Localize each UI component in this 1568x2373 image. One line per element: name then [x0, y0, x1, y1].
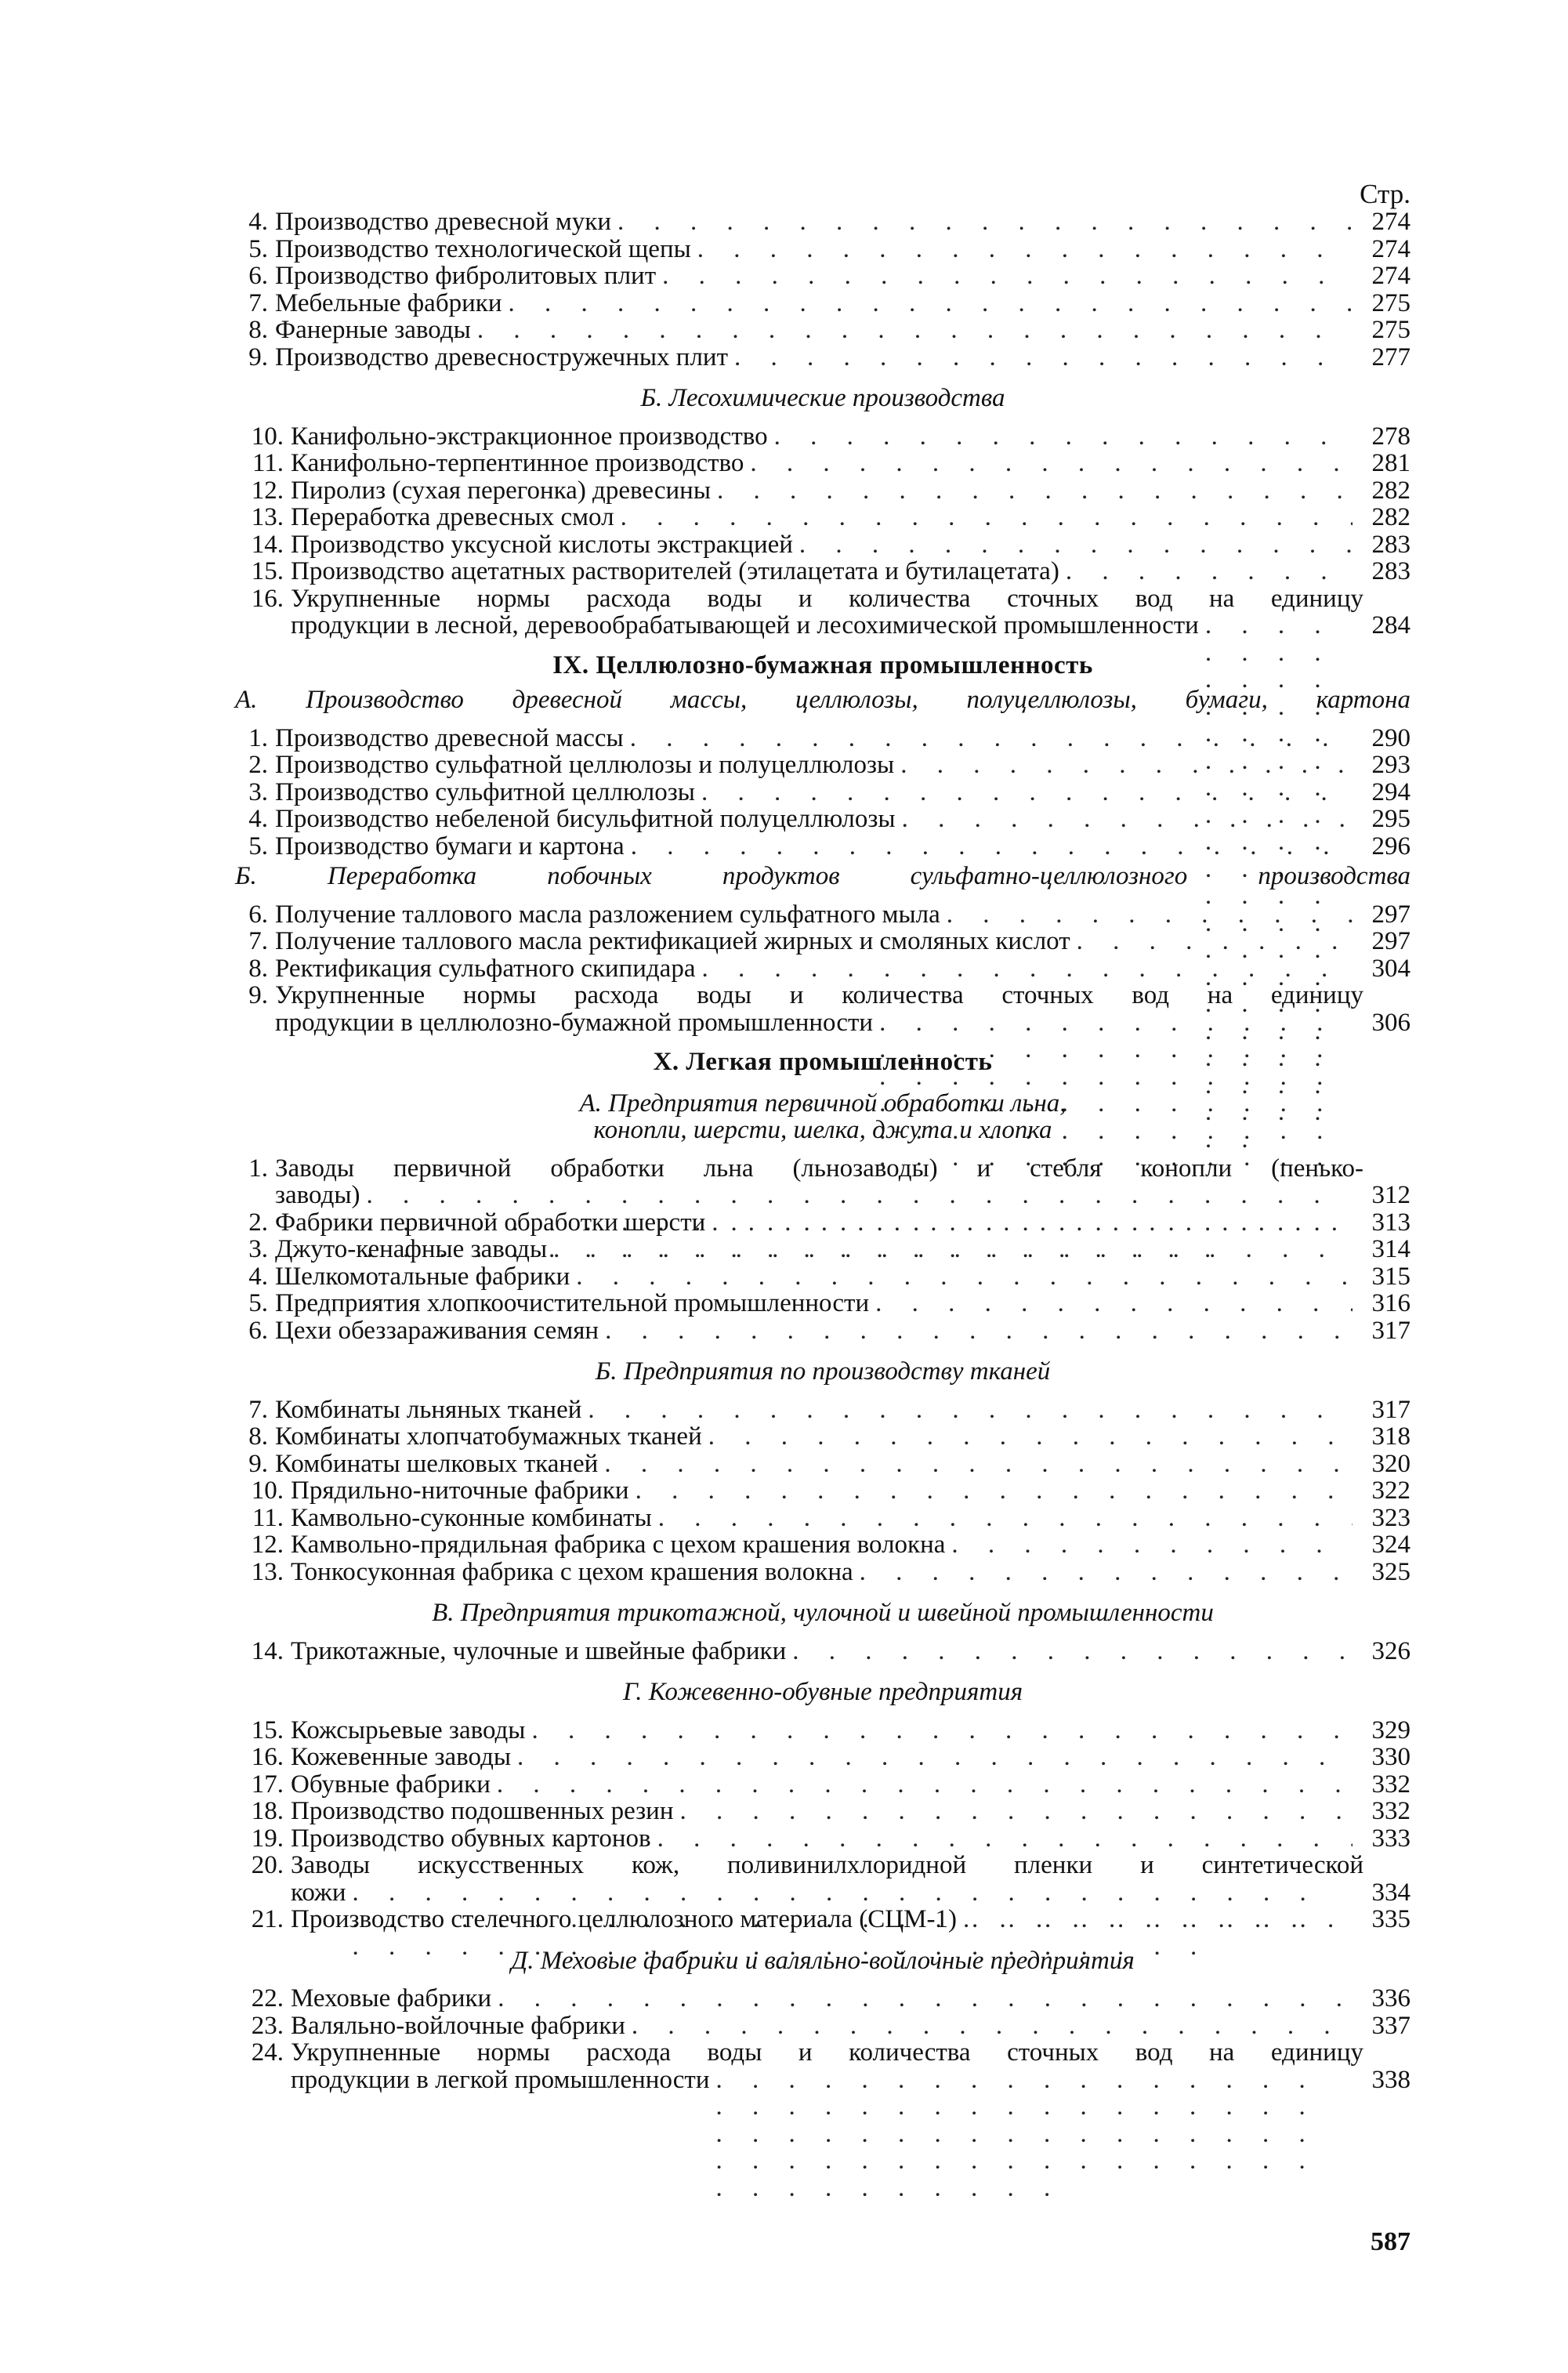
entry-number: 1. [248, 1154, 268, 1183]
entry-title: Производство фибролитовых плит [275, 262, 657, 290]
dot-leader [963, 1906, 1353, 1933]
dot-leader [902, 806, 1353, 833]
entry-title: Производство бумаги и картона [275, 831, 625, 860]
dot-leader [658, 1505, 1353, 1532]
entry-page: 304 [1371, 954, 1410, 983]
entry-page: 326 [1371, 1636, 1410, 1665]
section-heading: Б. Переработка побочных продуктов сульфатно-целлюлозного производства [235, 862, 1410, 890]
toc-entry [235, 531, 1410, 559]
toc-entry [235, 1771, 1410, 1799]
entry-page: 336 [1371, 1984, 1410, 2013]
entry-page: 330 [1371, 1743, 1410, 1771]
entry-number: 3. [248, 1235, 268, 1263]
entry-title: Фанерные заводы [275, 316, 471, 344]
entry-title: Производство уксусной кислоты экстракцией [291, 530, 793, 559]
dot-leader [632, 2013, 1353, 2040]
toc-group [235, 1397, 1410, 1586]
toc-entry [235, 901, 1410, 929]
section-heading: А. Производство древесной массы, целлюлозы, полуцеллюлозы, бумаги, картона [235, 686, 1410, 714]
entry-number: 11. [252, 449, 284, 477]
entry-title: Кожсырьевые заводы [291, 1715, 526, 1744]
entry-number: 6. [248, 262, 268, 290]
dot-leader [605, 1317, 1353, 1345]
entry-title: Тонкосуконная фабрика с цехом крашения волокна [291, 1557, 853, 1586]
toc-entry [235, 1852, 1410, 1906]
dot-leader [951, 1531, 1353, 1559]
entry-page: 318 [1371, 1422, 1410, 1451]
entry-page: 293 [1371, 751, 1410, 779]
entry-title: Обувные фабрики [291, 1770, 491, 1799]
toc-entry [235, 806, 1410, 833]
entry-number: 5. [248, 234, 268, 263]
toc-entry [235, 752, 1410, 779]
entry-title-cont: продукции в легкой промышленности [291, 2065, 710, 2094]
toc-entry [235, 504, 1410, 531]
entry-title: Мебельные фабрики [275, 288, 502, 317]
entry-title-cont: продукции в лесной, деревообрабатывающей и лесохимической промышленности [291, 611, 1199, 639]
entry-title: Комбинаты шелковых тканей [275, 1449, 599, 1478]
entry-number: 13. [251, 1557, 284, 1586]
entry-title: Производство ацетатных растворителей (этилацетата и бутилацетата) [291, 557, 1059, 585]
entry-title: Производство небеленой бисульфитной полуцеллюлозы [275, 805, 896, 833]
entry-number: 13. [251, 503, 284, 531]
entry-title: Прядильно-ниточные фабрики [291, 1476, 629, 1505]
entry-number: 3. [248, 777, 268, 806]
entry-number: 18. [251, 1797, 284, 1825]
entry-title: Производство древесностружечных плит [275, 342, 728, 371]
entry-number: 22. [251, 1984, 284, 2013]
dot-leader [900, 752, 1353, 779]
toc-entry [235, 1744, 1410, 1771]
entry-title: Производство стелечного целлюлозного материала (СЦМ-1) [291, 1905, 957, 1933]
chapter-heading: IX. Целлюлозно-бумажная промышленность [552, 650, 1093, 679]
toc-entry [235, 982, 1410, 1036]
entry-number: 7. [248, 1395, 268, 1424]
entry-page: 297 [1371, 900, 1410, 929]
chapter-heading: X. Легкая промышленность [653, 1048, 993, 1076]
entry-number: 12. [251, 1531, 284, 1559]
toc-entry [235, 423, 1410, 451]
toc-group [235, 1209, 1410, 1345]
table-of-contents [235, 180, 1410, 2093]
section-heading: Б. Лесохимические производства [640, 384, 1005, 412]
entry-number: 15. [251, 1715, 284, 1744]
dot-leader [774, 423, 1353, 451]
toc-entry [235, 1531, 1410, 1559]
toc-entry [235, 450, 1410, 477]
toc-entry-multiline [235, 1852, 1410, 1906]
toc-entry [235, 1906, 1410, 1933]
entry-page: 275 [1371, 288, 1410, 317]
entry-number: 16. [251, 1743, 284, 1771]
dot-leader [701, 955, 1353, 983]
entry-number: 15. [251, 557, 284, 585]
entry-number: 5. [248, 831, 268, 860]
entry-number: 8. [248, 954, 268, 983]
entry-number: 7. [248, 927, 268, 955]
entry-page: 315 [1371, 1262, 1410, 1291]
entry-number: 5. [248, 1289, 268, 1317]
entry-page: 278 [1371, 422, 1410, 451]
entry-first-line [235, 2039, 1410, 2067]
entry-number: 24. [251, 2038, 284, 2067]
dot-leader [712, 1209, 1353, 1237]
toc-entry [235, 1825, 1410, 1853]
entry-title: Переработка древесных смол [291, 503, 614, 531]
toc-entry [235, 928, 1410, 955]
entry-page: 274 [1371, 262, 1410, 290]
entry-title: Трикотажные, чулочные и швейные фабрики [291, 1636, 787, 1665]
entry-number: 9. [248, 342, 268, 371]
toc-entry [235, 1985, 1410, 2013]
toc-entry-multiline [235, 2039, 1410, 2093]
toc-entry [235, 263, 1410, 290]
entry-page: 337 [1371, 2011, 1410, 2040]
entry-number: 23. [251, 2011, 284, 2040]
entry-title: Производство подошвенных резин [291, 1797, 674, 1825]
entry-page: 329 [1371, 1715, 1410, 1744]
toc-entry [235, 1477, 1410, 1505]
entry-title: Камвольно-суконные комбинаты [291, 1503, 652, 1532]
dot-leader [734, 344, 1353, 371]
entry-page: 274 [1371, 208, 1410, 236]
toc-entry [235, 1559, 1410, 1586]
entry-number: 2. [248, 1208, 268, 1237]
toc-entry-multiline [235, 585, 1410, 639]
entry-page: 294 [1371, 777, 1410, 806]
entry-number: 14. [251, 1636, 284, 1665]
toc-entry [235, 585, 1410, 639]
toc-entry [235, 833, 1410, 860]
entry-title: Укрупненные нормы расхода воды и количества сточных вод на единицу [291, 584, 1363, 613]
entry-title: Производство сульфитной целлюлозы [275, 777, 695, 806]
entry-page: 320 [1371, 1449, 1410, 1478]
dot-leader [477, 317, 1353, 344]
entry-title: Укрупненные нормы расхода воды и количества сточных вод на единицу [275, 981, 1363, 1009]
entry-title: Получение таллового масла ректификацией жирных и смоляных кислот [275, 927, 1070, 955]
dot-leader [517, 1744, 1353, 1771]
entry-title-cont: заводы) [275, 1181, 360, 1209]
dot-leader [588, 1397, 1353, 1424]
entry-title: Укрупненные нормы расхода воды и количества сточных вод на единицу [291, 2038, 1363, 2067]
toc-entry [235, 1236, 1410, 1263]
entry-page: 277 [1371, 342, 1410, 371]
dot-leader [636, 1477, 1353, 1505]
entry-number: 14. [251, 530, 284, 559]
entry-title-cont: кожи [291, 1878, 346, 1907]
dot-leader [799, 531, 1353, 559]
entry-title: Заводы первичной обработки льна (льнозаводы) и стебля конопли (пенько- [275, 1154, 1363, 1183]
toc-group [235, 1985, 1410, 2039]
entry-first-line [235, 1852, 1410, 1879]
toc-entry [235, 1717, 1410, 1744]
section-heading: В. Предприятия трикотажной, чулочной и швейной промышленности [432, 1599, 1214, 1627]
entry-title: Камвольно-прядильная фабрика с цехом крашения волокна [291, 1531, 946, 1559]
section-heading: Г. Кожевенно-обувные предприятия [622, 1678, 1023, 1706]
entry-title: Получение таллового масла разложением сульфатного мыла [275, 900, 940, 929]
entry-title: Предприятия хлопкоочистительной промышленности [275, 1289, 870, 1317]
entry-page: 322 [1371, 1476, 1410, 1505]
entry-number: 4. [248, 208, 268, 236]
toc-entry [235, 1423, 1410, 1451]
entry-number: 17. [251, 1770, 284, 1799]
entry-second-line [235, 612, 1410, 639]
entry-number: 1. [248, 723, 268, 752]
section-heading-cont: конопли, шерсти, шелка, джута и хлопка [593, 1116, 1052, 1144]
entry-page: 316 [1371, 1289, 1410, 1317]
entry-title: Кожевенные заводы [291, 1743, 512, 1771]
entry-page: 306 [1371, 1008, 1410, 1037]
dot-leader [621, 504, 1353, 531]
entry-second-line [235, 1009, 1410, 1037]
entry-second-line [235, 1182, 1410, 1209]
entry-number: 10. [251, 1476, 284, 1505]
entry-page: 284 [1371, 611, 1410, 639]
entry-page: 332 [1371, 1770, 1410, 1799]
entry-page: 325 [1371, 1557, 1410, 1586]
toc-entry [235, 1638, 1410, 1665]
toc-group [235, 1638, 1410, 1665]
dot-leader [497, 1771, 1353, 1799]
page-number: 587 [1371, 2227, 1410, 2256]
entry-number: 7. [248, 288, 268, 317]
entry-number: 8. [248, 1422, 268, 1451]
toc-group [235, 423, 1410, 585]
entry-page: 296 [1371, 831, 1410, 860]
toc-entry [235, 1263, 1410, 1291]
entry-page: 297 [1371, 927, 1410, 955]
entry-page: 333 [1371, 1824, 1410, 1853]
entry-title: Канифольно-терпентинное производство [291, 449, 744, 477]
entry-page: 334 [1371, 1878, 1410, 1907]
entry-number: 19. [251, 1824, 284, 1853]
dot-leader [657, 1825, 1353, 1853]
dot-leader [576, 1263, 1353, 1291]
entry-title: Производство технологической щепы [275, 234, 691, 263]
entry-first-line [235, 585, 1410, 613]
entry-title: Джуто-кенафные заводы [275, 1235, 548, 1263]
toc-entry [235, 1451, 1410, 1478]
dot-leader [750, 450, 1353, 477]
toc-entry [235, 1798, 1410, 1825]
dot-leader [498, 1985, 1353, 2013]
entry-title: Заводы искусственных кож, поливинилхлоридной пленки и синтетической [291, 1851, 1363, 1879]
entry-title: Производство обувных картонов [291, 1824, 651, 1853]
entry-page: 282 [1371, 476, 1410, 505]
toc-entry [235, 2039, 1410, 2093]
entry-page: 317 [1371, 1316, 1410, 1345]
dot-leader [1066, 558, 1353, 585]
toc-entry [235, 236, 1410, 263]
entry-page: 282 [1371, 503, 1410, 531]
entry-title: Производство древесной муки [275, 208, 611, 236]
toc-entry [235, 317, 1410, 344]
toc-entry [235, 955, 1410, 983]
entry-number: 11. [252, 1503, 284, 1532]
dot-leader [617, 208, 1353, 236]
dot-leader [662, 263, 1353, 290]
entry-title: Шелкомотальные фабрики [275, 1262, 570, 1291]
entry-page: 324 [1371, 1531, 1410, 1559]
entry-title-cont: продукции в целлюлозно-бумажной промышленности [275, 1008, 874, 1037]
dot-leader [875, 1290, 1353, 1317]
entry-number: 4. [248, 1262, 268, 1291]
entry-title: Комбинаты хлопчатобумажных тканей [275, 1422, 702, 1451]
entry-page: 323 [1371, 1503, 1410, 1532]
toc-entry [235, 477, 1410, 505]
toc-entry-multiline [235, 1155, 1410, 1209]
toc-entry [235, 2013, 1410, 2040]
entry-page: 283 [1371, 557, 1410, 585]
entry-title: Меховые фабрики [291, 1984, 492, 2013]
dot-leader [701, 779, 1353, 806]
entry-number: 6. [248, 900, 268, 929]
entry-page: 314 [1371, 1235, 1410, 1263]
dot-leader [604, 1451, 1353, 1478]
dot-leader [947, 901, 1353, 929]
dot-leader [792, 1638, 1353, 1665]
dot-leader [631, 833, 1353, 860]
entry-second-line [235, 2067, 1410, 2094]
toc-entry [235, 1155, 1410, 1209]
entry-page: 335 [1371, 1905, 1410, 1933]
entry-second-line [235, 1879, 1410, 1907]
entry-page: 283 [1371, 530, 1410, 559]
entry-page: 290 [1371, 723, 1410, 752]
entry-number: 21. [251, 1905, 284, 1933]
dot-leader [630, 725, 1353, 752]
entry-number: 12. [251, 476, 284, 505]
dot-leader [680, 1798, 1353, 1825]
entry-page: 281 [1371, 449, 1410, 477]
dot-leader [716, 2067, 1353, 2202]
toc-entry [235, 1505, 1410, 1532]
toc-entry [235, 779, 1410, 806]
entry-first-line [235, 982, 1410, 1009]
entry-first-line [235, 1155, 1410, 1183]
entry-page: 274 [1371, 234, 1410, 263]
entry-title: Цехи обеззараживания семян [275, 1316, 599, 1345]
toc-entry [235, 1397, 1410, 1424]
entry-title: Валяльно-войлочные фабрики [291, 2011, 625, 2040]
entry-title: Производство сульфатной целлюлозы и полуцеллюлозы [275, 751, 895, 779]
entry-number: 16. [251, 584, 284, 613]
dot-leader [717, 477, 1353, 505]
toc-group [235, 1717, 1410, 1853]
entry-page: 275 [1371, 316, 1410, 344]
entry-title: Комбинаты льняных тканей [275, 1395, 582, 1424]
section-heading: Б. Предприятия по производству тканей [595, 1357, 1051, 1386]
dot-leader [531, 1717, 1353, 1744]
entry-page: 312 [1371, 1181, 1410, 1209]
toc-group [235, 901, 1410, 983]
entry-number: 9. [248, 1449, 268, 1478]
entry-page: 317 [1371, 1395, 1410, 1424]
page-column-header: Стр. [1360, 179, 1410, 209]
toc-entry [235, 1317, 1410, 1345]
entry-number: 10. [251, 422, 284, 451]
entry-page: 332 [1371, 1797, 1410, 1825]
entry-title: Канифольно-экстракционное производство [291, 422, 768, 451]
toc-entry [235, 725, 1410, 752]
dot-leader [553, 1236, 1353, 1263]
entry-number: 6. [248, 1316, 268, 1345]
toc-group [235, 1906, 1410, 1933]
toc-entry [235, 290, 1410, 317]
toc-entry-multiline [235, 982, 1410, 1036]
entry-page: 295 [1371, 805, 1410, 833]
dot-leader [708, 1423, 1353, 1451]
entry-page: 338 [1371, 2065, 1410, 2094]
toc-entry [235, 1209, 1410, 1237]
dot-leader [508, 290, 1353, 317]
entry-page: 313 [1371, 1208, 1410, 1237]
toc-entry [235, 208, 1410, 236]
entry-title: Пиролиз (сухая перегонка) древесины [291, 476, 711, 505]
entry-number: 4. [248, 805, 268, 833]
section-heading: А. Предприятия первичной обработки льна, [579, 1089, 1066, 1118]
entry-title: Фабрики первичной обработки шерсти [275, 1208, 706, 1237]
toc-group [235, 725, 1410, 860]
toc-group [235, 208, 1410, 371]
toc-entry [235, 344, 1410, 371]
entry-number: 20. [251, 1851, 284, 1879]
entry-title: Производство древесной массы [275, 723, 624, 752]
entry-title: Ректификация сульфатного скипидара [275, 954, 696, 983]
entry-number: 9. [248, 981, 268, 1009]
section-heading: Д. Меховые фабрики и валяльно-войлочные предприятия [511, 1946, 1135, 1975]
entry-number: 8. [248, 316, 268, 344]
dot-leader [860, 1559, 1353, 1586]
dot-leader [697, 236, 1353, 263]
toc-entry [235, 1290, 1410, 1317]
dot-leader [1077, 928, 1353, 955]
entry-number: 2. [248, 751, 268, 779]
toc-entry [235, 558, 1410, 585]
